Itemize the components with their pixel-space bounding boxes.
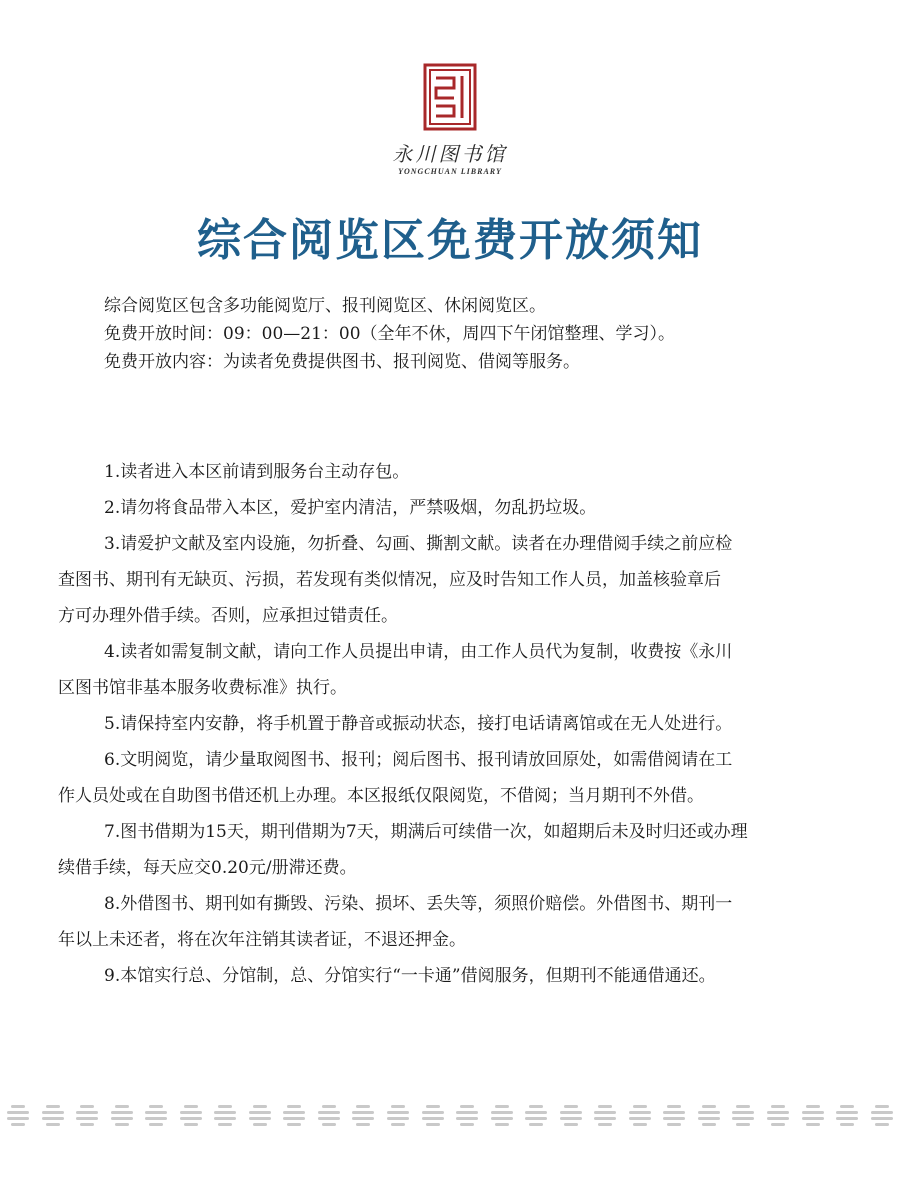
decorative-footer-band	[0, 1102, 900, 1132]
book-stack-icon	[144, 1102, 168, 1130]
rule-item	[58, 886, 850, 958]
library-logo	[0, 62, 900, 176]
book-stack-icon	[6, 1102, 30, 1130]
rule-line: 作人员处或在自助图书借还机上办理。本区报纸仅限阅览，不借阅；当月期刊不外借。	[58, 786, 704, 806]
rule-line: 8.外借图书、期刊如有撕毁、污染、损坏、丢失等，须照价赔偿。外借图书、期刊一	[104, 894, 733, 914]
rule-line: 2.请勿将食品带入本区，爱护室内清洁，严禁吸烟，勿乱扔垃圾。	[104, 498, 597, 518]
book-stack-icon	[628, 1102, 652, 1130]
book-stack-icon	[766, 1102, 790, 1130]
book-stack-icon	[697, 1102, 721, 1130]
rule-line: 4.读者如需复制文献，请向工作人员提出申请，由工作人员代为复制，收费按《永川	[104, 642, 733, 662]
rule-line: 7.图书借期为15天，期刊借期为7天，期满后可续借一次，如超期后未及时归还或办理	[104, 822, 748, 842]
rule-item	[104, 454, 850, 490]
rule-line: 区图书馆非基本服务收费标准》执行。	[58, 678, 347, 698]
rule-line: 9.本馆实行总、分馆制，总、分馆实行“一卡通”借阅服务，但期刊不能通借通还。	[104, 966, 716, 986]
intro-line: 免费开放时间：09：00—21：00（全年不休，周四下午闭馆整理、学习）。	[104, 324, 676, 344]
rules-list	[58, 454, 850, 994]
rule-line: 5.请保持室内安静，将手机置于静音或振动状态，接打电话请离馆或在无人处进行。	[104, 714, 733, 734]
intro-section	[104, 292, 844, 376]
rule-item	[58, 634, 850, 706]
book-stack-icon	[421, 1102, 445, 1130]
book-stack-icon	[662, 1102, 686, 1130]
rule-item	[58, 742, 850, 814]
book-stack-icon	[41, 1102, 65, 1130]
book-stack-icon	[110, 1102, 134, 1130]
rule-item	[58, 526, 850, 634]
book-stack-icon	[179, 1102, 203, 1130]
intro-line: 综合阅览区包含多功能阅览厅、报刊阅览区、休闲阅览区。	[104, 296, 546, 316]
rule-item	[104, 706, 850, 742]
intro-line: 免费开放内容：为读者免费提供图书、报刊阅览、借阅等服务。	[104, 352, 580, 372]
book-stack-icon	[559, 1102, 583, 1130]
book-stack-icon	[593, 1102, 617, 1130]
book-stack-icon	[282, 1102, 306, 1130]
rule-line: 续借手续，每天应交0.20元/册滞还费。	[58, 858, 357, 878]
book-stack-icon	[75, 1102, 99, 1130]
rule-item	[104, 490, 850, 526]
book-stack-icon	[490, 1102, 514, 1130]
book-stack-icon	[524, 1102, 548, 1130]
book-stack-icon	[835, 1102, 859, 1130]
rule-line: 年以上未还者，将在次年注销其读者证，不退还押金。	[58, 930, 466, 950]
rule-line: 1.读者进入本区前请到服务台主动存包。	[104, 462, 410, 482]
book-stack-icon	[455, 1102, 479, 1130]
rule-item	[58, 814, 850, 886]
rule-line: 查图书、期刊有无缺页、污损，若发现有类似情况，应及时告知工作人员，加盖核验章后	[58, 570, 721, 590]
book-stack-icon	[731, 1102, 755, 1130]
page-title: 综合阅览区免费开放须知	[197, 215, 703, 266]
rule-item	[104, 958, 850, 994]
book-stack-icon	[386, 1102, 410, 1130]
book-stack-icon	[351, 1102, 375, 1130]
book-stack-icon	[248, 1102, 272, 1130]
book-stack-icon	[870, 1102, 894, 1130]
library-seal-icon	[422, 62, 478, 132]
book-stack-icon	[317, 1102, 341, 1130]
book-stack-icon	[213, 1102, 237, 1130]
rule-line: 方可办理外借手续。否则，应承担过错责任。	[58, 606, 398, 626]
rule-line: 6.文明阅览，请少量取阅图书、报刊；阅后图书、报刊请放回原处，如需借阅请在工	[104, 750, 733, 770]
book-stack-icon	[801, 1102, 825, 1130]
library-name: 永川图书馆	[392, 142, 508, 166]
rule-line: 3.请爱护文献及室内设施，勿折叠、勾画、撕割文献。读者在办理借阅手续之前应检	[104, 534, 733, 554]
library-name-en: YONGCHUAN LIBRARY	[398, 167, 502, 176]
